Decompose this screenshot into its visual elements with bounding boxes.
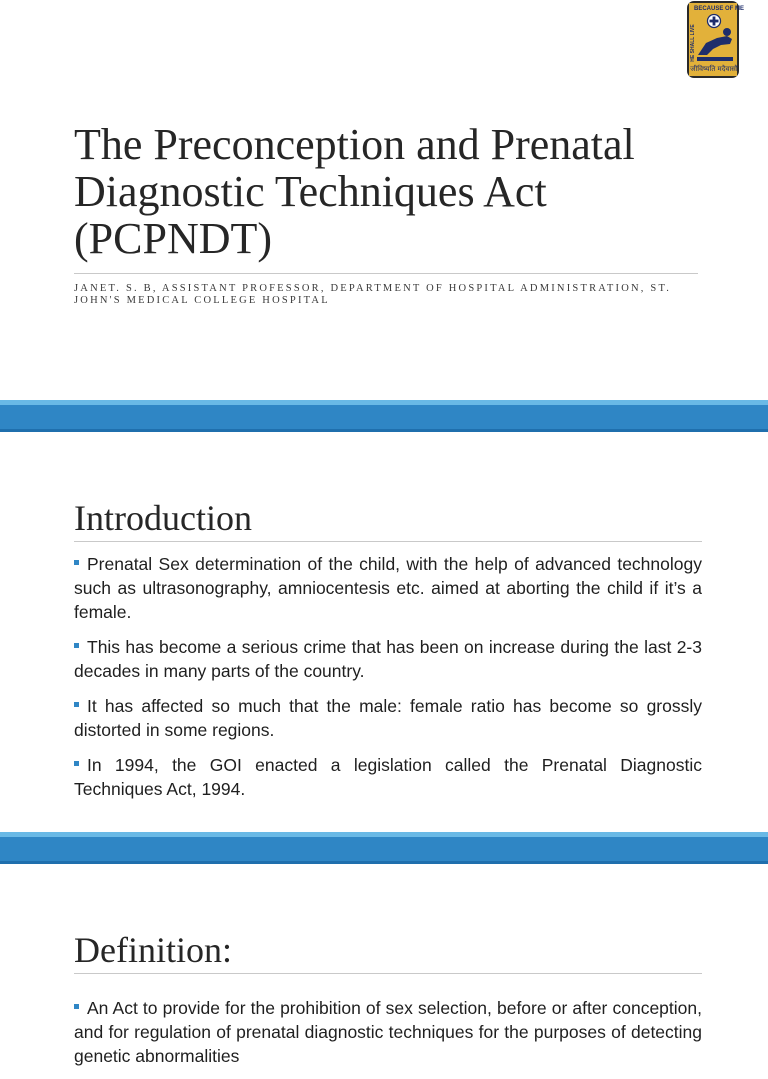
heading-divider — [74, 973, 702, 974]
title-divider — [74, 273, 698, 274]
list-item — [74, 552, 702, 624]
bullet-text: It has affected so much that the male: female ratio has become so grossly distorted in some regions. — [74, 696, 702, 740]
definition-slide — [0, 864, 768, 1066]
slide-separator — [0, 400, 768, 432]
definition-bullet-list — [74, 996, 702, 1079]
list-item — [74, 753, 702, 801]
bullet-text: In 1994, the GOI enacted a legislation called the Prenatal Diagnostic Techniques Act, 1994. — [74, 755, 702, 799]
logo-side-text: HE SHALL LIVE — [690, 24, 696, 62]
page-title: The Preconception and Prenatal Diagnostic Techniques Act (PCPNDT) — [74, 120, 635, 263]
square-bullet-icon — [74, 702, 79, 707]
introduction-bullet-list — [74, 552, 702, 812]
list-item — [74, 694, 702, 742]
bullet-text: An Act to provide for the prohibition of sex selection, before or after conception, and for regulation of prenatal diagnostic techniques for the purposes of detecting genetic abnormalities — [74, 998, 702, 1066]
square-bullet-icon — [74, 1004, 79, 1009]
bullet-text: Prenatal Sex determination of the child, with the help of advanced technology such as ultrasonography, amniocentesis etc. aimed at aborting the child if it’s a female. — [74, 554, 702, 622]
logo-bottom-text: जीविष्यति मदैवासौ — [690, 65, 738, 73]
list-item — [74, 996, 702, 1068]
square-bullet-icon — [74, 560, 79, 565]
slide-separator — [0, 832, 768, 864]
introduction-slide — [0, 432, 768, 832]
square-bullet-icon — [74, 761, 79, 766]
logo-top-text: BECAUSE OF ME — [693, 6, 745, 12]
author-subtitle: JANET. S. B, ASSISTANT PROFESSOR, DEPARTMENT OF HOSPITAL ADMINISTRATION, ST. JOHN'S MEDICAL COLLEGE HOSPITAL — [74, 283, 672, 306]
list-item — [74, 635, 702, 683]
title-slide — [0, 0, 768, 400]
college-logo — [687, 1, 745, 78]
slide-heading-definition: Definition: — [74, 930, 232, 970]
square-bullet-icon — [74, 643, 79, 648]
logo-emblem-icon — [689, 3, 745, 76]
heading-divider — [74, 541, 702, 542]
slide-heading-introduction: Introduction — [74, 498, 252, 538]
bullet-text: This has become a serious crime that has been on increase during the last 2-3 decades in many parts of the country. — [74, 637, 702, 681]
